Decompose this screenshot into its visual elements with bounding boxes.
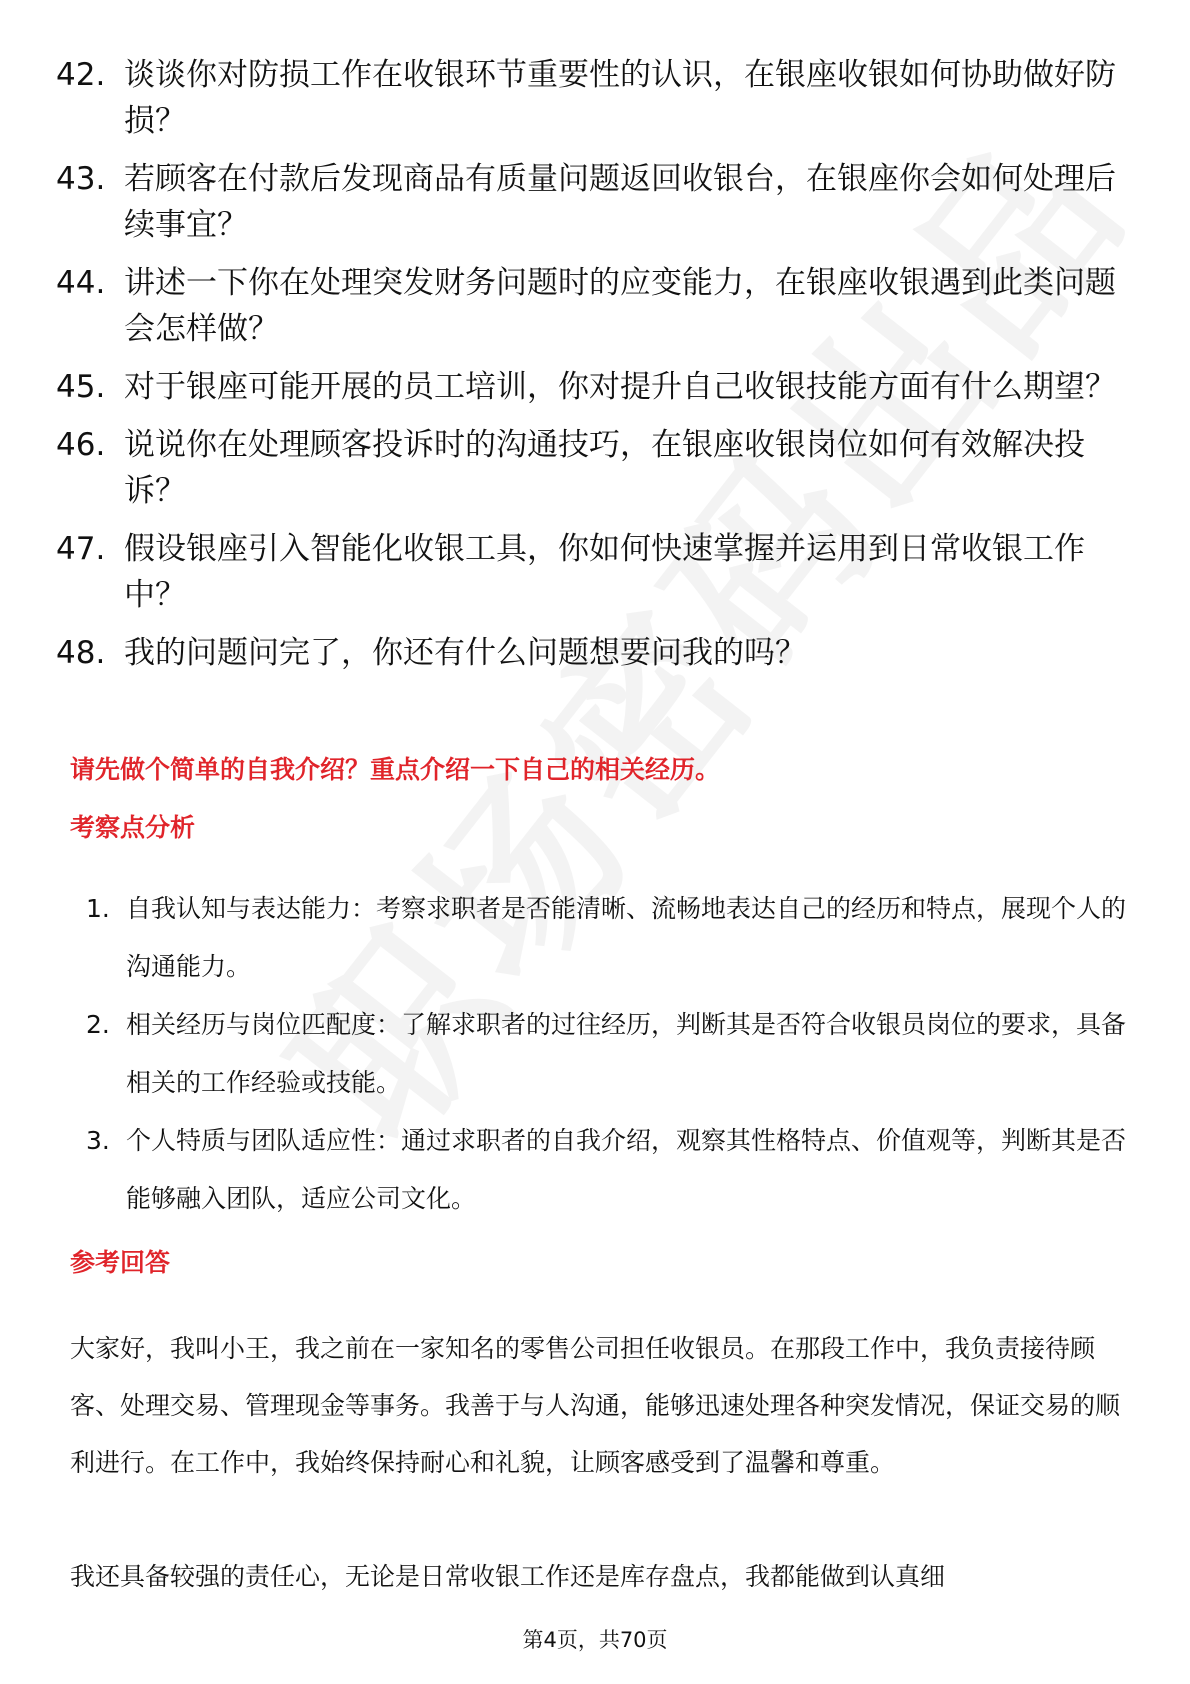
- analysis-text: 个人特质与团队适应性：通过求职者的自我介绍，观察其性格特点、价值观等，判断其是否能够融入团队，适应公司文化。: [126, 1126, 1127, 1213]
- question-text: 谈谈你对防损工作在收银环节重要性的认识，在银座收银如何协助做好防损？: [124, 57, 1116, 139]
- question-number: 46.: [56, 427, 106, 463]
- question-text: 若顾客在付款后发现商品有质量问题返回收银台，在银座你会如何处理后续事宜？: [124, 161, 1116, 243]
- question-item: [56, 156, 1136, 248]
- analysis-text: 相关经历与岗位匹配度：了解求职者的过往经历，判断其是否符合收银员岗位的要求，具备相关的工作经验或技能。: [126, 1010, 1127, 1097]
- analysis-label: 考察点分析: [70, 813, 196, 842]
- analysis-list: [86, 880, 1126, 1228]
- question-item: [56, 260, 1136, 352]
- question-number: 43.: [56, 161, 106, 197]
- question-text: 对于银座可能开展的员工培训，你对提升自己收银技能方面有什么期望？: [124, 369, 1116, 405]
- page-number: 第4页，共70页: [522, 1628, 668, 1652]
- question-item: [56, 364, 1136, 410]
- question-number: 48.: [56, 635, 106, 671]
- question-text: 假设银座引入智能化收银工具，你如何快速掌握并运用到日常收银工作中？: [124, 531, 1085, 613]
- question-text: 讲述一下你在处理突发财务问题时的应变能力，在银座收银遇到此类问题会怎样做？: [124, 265, 1116, 347]
- answer-paragraph: 我还具备较强的责任心，无论是日常收银工作还是库存盘点，我都能做到认真细: [70, 1562, 946, 1591]
- question-text: 说说你在处理顾客投诉时的沟通技巧，在银座收银岗位如何有效解决投诉？: [124, 427, 1085, 509]
- analysis-item: [86, 996, 1126, 1112]
- question-number: 42.: [56, 57, 106, 93]
- question-number: 45.: [56, 369, 106, 405]
- question-list: [56, 52, 1136, 688]
- question-text: 我的问题问完了，你还有什么问题想要问我的吗？: [124, 635, 806, 671]
- answer-paragraph: 大家好，我叫小王，我之前在一家知名的零售公司担任收银员。在那段工作中，我负责接待顾客、处理交易、管理现金等事务。我善于与人沟通，能够迅速处理各种突发情况，保证交易的顺利进行。在工作中，我始终保持耐心和礼貌，让顾客感受到了温馨和尊重。: [70, 1334, 1121, 1477]
- analysis-number: 3.: [86, 1126, 110, 1155]
- question-item: [56, 422, 1136, 514]
- question-item: [56, 630, 1136, 676]
- question-item: [56, 52, 1136, 144]
- analysis-text: 自我认知与表达能力：考察求职者是否能清晰、流畅地表达自己的经历和特点，展现个人的沟通能力。: [126, 894, 1127, 981]
- question-number: 47.: [56, 531, 106, 567]
- analysis-number: 2.: [86, 1010, 110, 1039]
- analysis-item: [86, 880, 1126, 996]
- answer-label: 参考回答: [70, 1248, 171, 1277]
- question-item: [56, 526, 1136, 618]
- analysis-number: 1.: [86, 894, 110, 923]
- question-heading: 请先做个简单的自我介绍？重点介绍一下自己的相关经历。: [70, 755, 721, 784]
- question-number: 44.: [56, 265, 106, 301]
- analysis-item: [86, 1112, 1126, 1228]
